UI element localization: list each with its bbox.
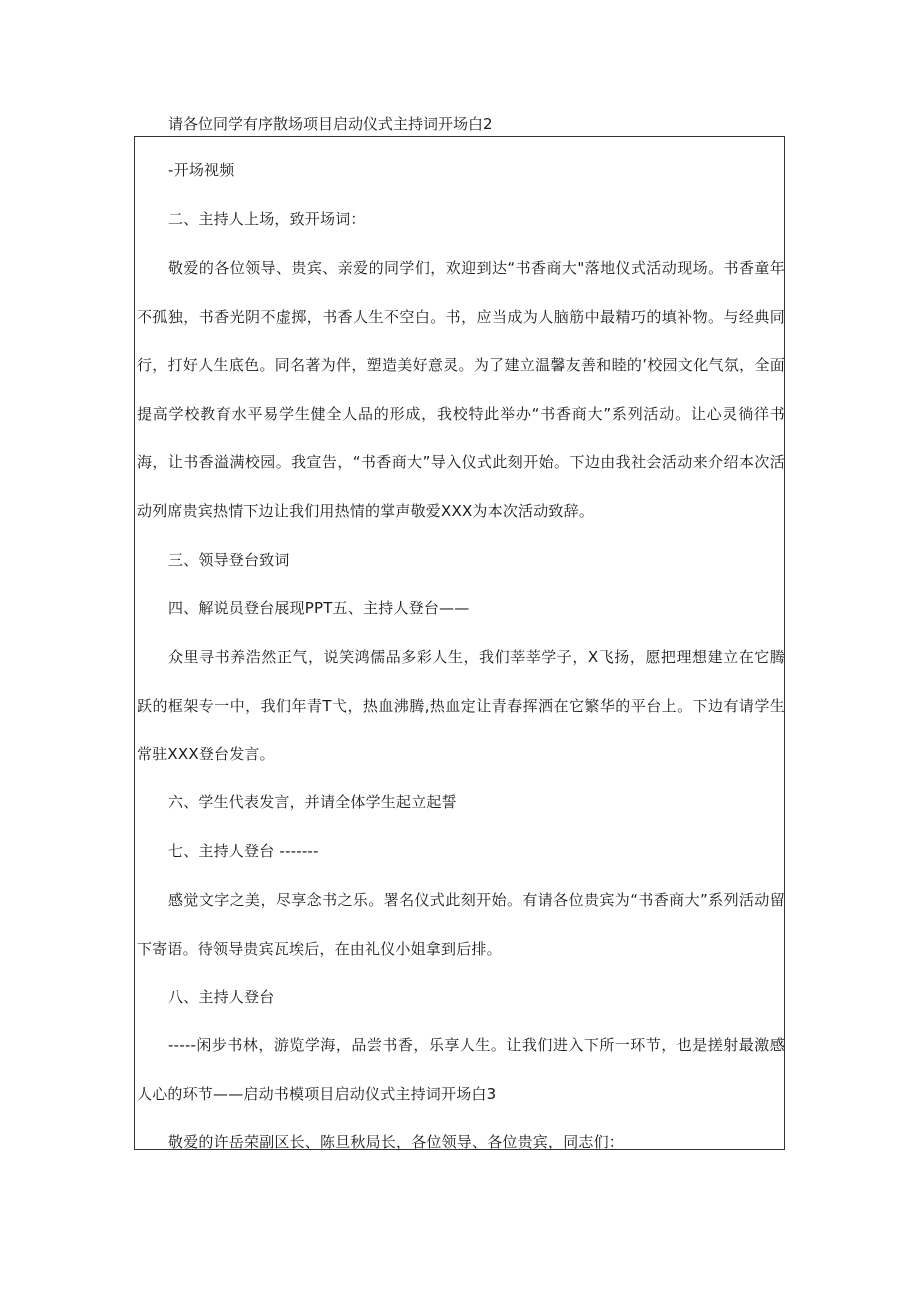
paragraph-signing-ceremony: 感觉文字之美，尽享念书之乐。署名仪式此刻开始。有请各位贵宾为“书香商大”系列活动留下寄语。待领导贵宾瓦埃后，在由礼仪小姐拿到后排。	[137, 891, 785, 958]
paragraph-next-segment: -----闲步书林，游览学海，品尝书香，乐享人生。让我们进入下所一环节，也是搓射最激感人心的环节——启动书模项目启动仪式主持词开场白3	[137, 1036, 785, 1103]
paragraph-student-representative: 六、学生代表发言，并请全体学生起立起誓	[168, 793, 457, 811]
paragraph-welcome-speech: 敬爱的各位领导、贵宾、亲爱的同学们，欢迎到达“书香商大"落地仪式活动现场。书香童年不孤独，书香光阴不虚掷，书香人生不空白。书，应当成为人脑筋中最精巧的填补物。与经典同行，打好人生底色。同名著为伴，塑造美好意灵。为了建立温馨友善和睦的’校园文化气氛，全面提高学校教育水平易学生健全人品的形成，我校特此举办“书香商大”系列活动。让心灵徜徉书海，让书香溢满校园。我宣告，“书香商大”导入仪式此刻开始。下边由我社会活动来介绍本次活动列席贵宾热情下边让我们用热情的掌声敬爱XXX为本次活动致辞。	[137, 259, 785, 520]
paragraph-host-enters: 二、主持人上场，致开场词：	[168, 210, 366, 228]
paragraph-host-section-eight: 八、主持人登台	[168, 988, 275, 1006]
document-title: 请各位同学有序散场项目启动仪式主持词开场白2	[168, 115, 493, 133]
paragraph-students-passage: 众里寻书养浩然正气，说笑鸿儒品多彩人生，我们莘莘学子，X飞扬，愿把理想建立在它腾跃的框架专一中，我们年青T弋，热血沸腾,热血定让青春挥洒在它繁华的平台上。下边有请学生常驻XXX登台发言。	[137, 648, 785, 763]
paragraph-opening-video: -开场视频	[168, 161, 235, 179]
paragraph-greeting: 敬爱的许岳荣副区长、陈旦秋局长，各位领导、各位贵宾，同志们：	[168, 1133, 625, 1151]
paragraph-host-section-seven: 七、主持人登台 -------	[168, 842, 319, 860]
paragraph-leader-speech: 三、领导登台致词	[168, 551, 290, 569]
paragraph-ppt-presentation: 四、解说员登台展现PPT五、主持人登台——	[168, 599, 470, 617]
